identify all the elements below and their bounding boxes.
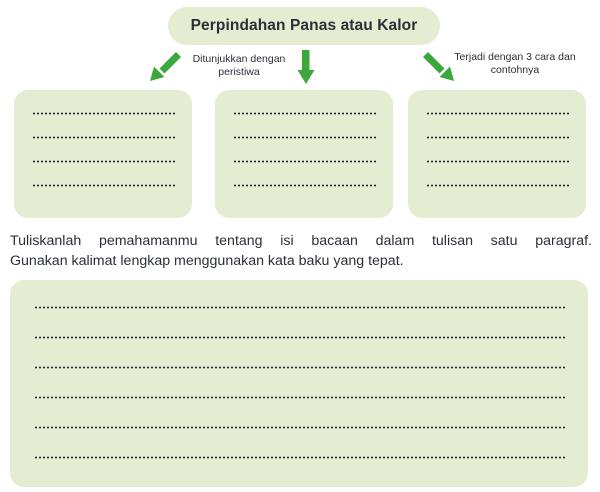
writing-line[interactable]: [32, 136, 176, 139]
instruction-line-1: Tuliskanlah pemahamanmu tentang isi bacaan dalam tulisan satu paragraf.: [10, 233, 592, 249]
writing-line[interactable]: [32, 112, 176, 115]
writing-lines: [32, 112, 176, 208]
writing-line[interactable]: [426, 136, 570, 139]
answer-box-2[interactable]: [215, 90, 393, 218]
writing-line[interactable]: [34, 366, 566, 369]
writing-line[interactable]: [233, 160, 377, 163]
arrow-down-left-icon: [146, 50, 180, 84]
writing-line[interactable]: [34, 306, 566, 309]
writing-line[interactable]: [34, 396, 566, 399]
writing-lines: [426, 112, 570, 208]
answer-box-3[interactable]: [408, 90, 586, 218]
writing-line[interactable]: [32, 160, 176, 163]
arrow-label-left: Ditunjukkan dengan peristiwa: [192, 53, 286, 79]
writing-line[interactable]: [233, 112, 377, 115]
writing-line[interactable]: [34, 456, 566, 459]
answer-box-1[interactable]: [14, 90, 192, 218]
writing-line[interactable]: [32, 184, 176, 187]
writing-lines: [233, 112, 377, 208]
instruction-line-2: Gunakan kalimat lengkap menggunakan kata baku yang tepat.: [10, 253, 404, 270]
writing-line[interactable]: [426, 184, 570, 187]
writing-line[interactable]: [426, 160, 570, 163]
arrow-label-right: Terjadi dengan 3 cara dan contohnya: [454, 51, 576, 77]
writing-line[interactable]: [426, 112, 570, 115]
writing-lines: [34, 306, 566, 486]
writing-line[interactable]: [233, 184, 377, 187]
writing-line[interactable]: [34, 426, 566, 429]
writing-line[interactable]: [34, 336, 566, 339]
writing-line[interactable]: [233, 136, 377, 139]
paragraph-answer-box[interactable]: [10, 280, 588, 487]
instruction-text: [10, 231, 592, 271]
header-pill: [168, 7, 440, 45]
page-title: Perpindahan Panas atau Kalor: [190, 17, 418, 34]
